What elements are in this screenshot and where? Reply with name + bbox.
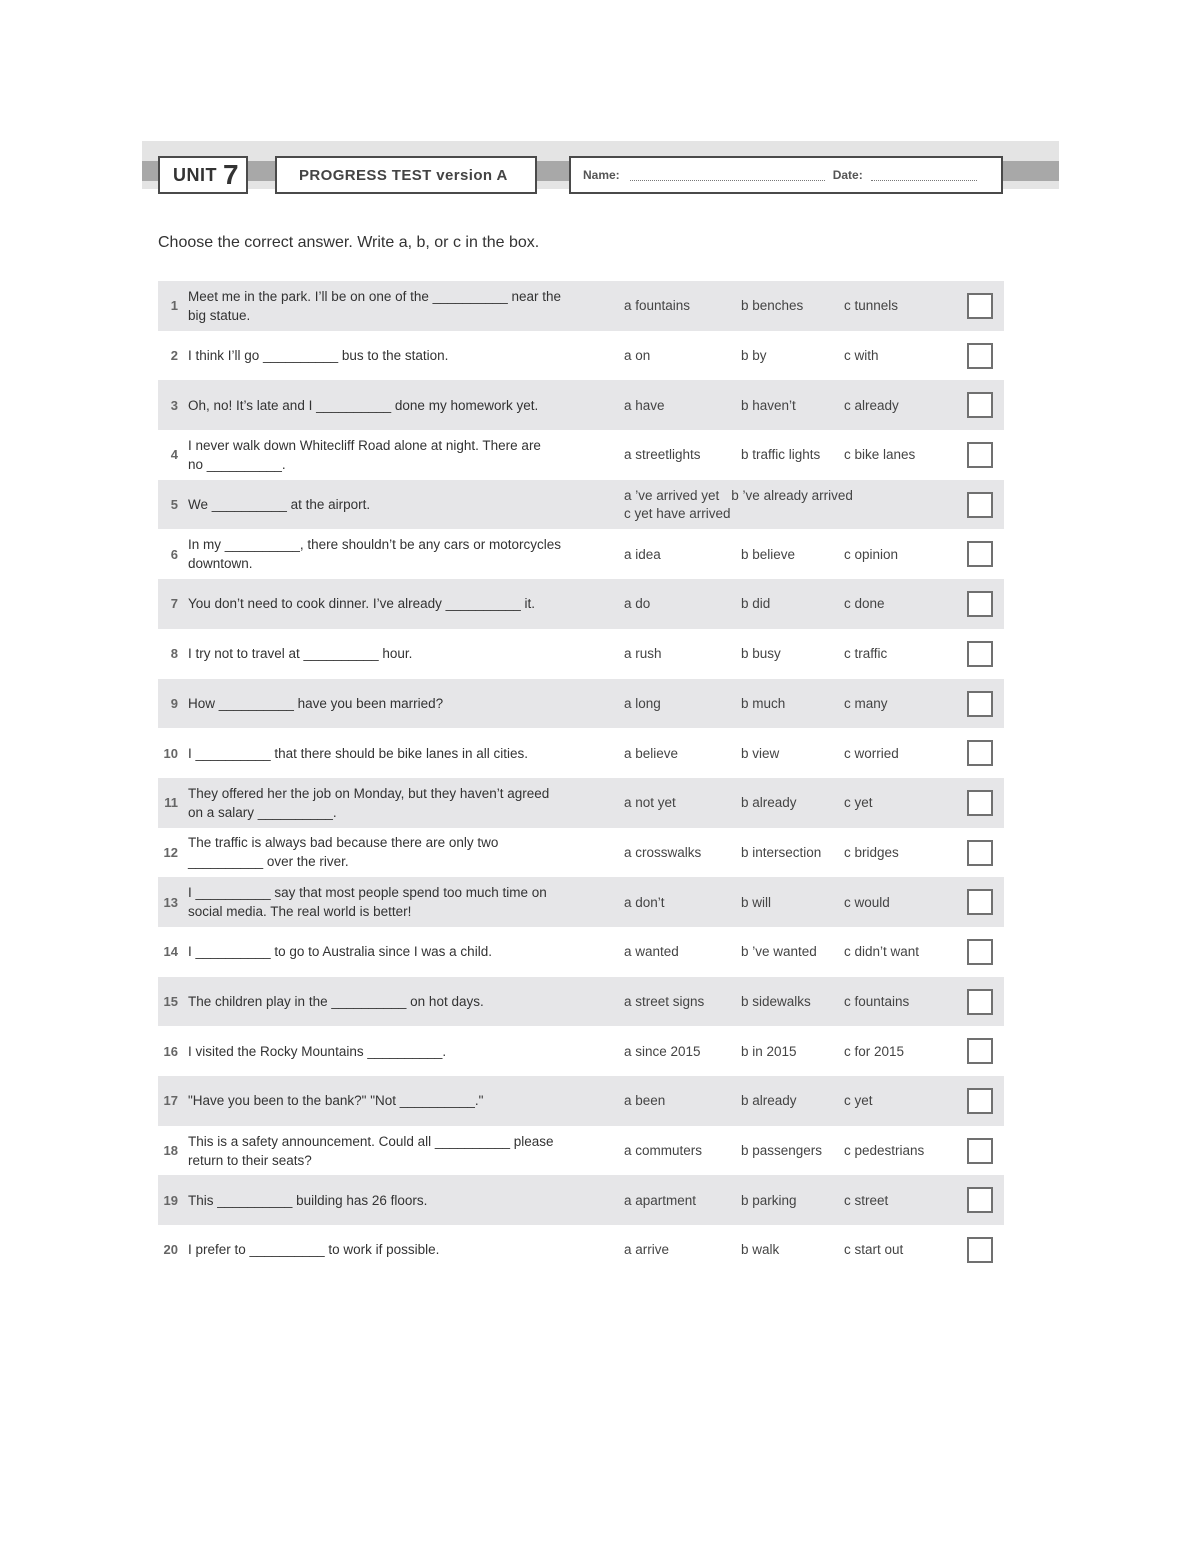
answer-box[interactable]: [967, 492, 993, 518]
question-line-1: I prefer to __________ to work if possible.: [188, 1242, 440, 1258]
question-line-1: They offered her the job on Monday, but they haven’t agreed: [188, 785, 550, 801]
unit-badge: [158, 156, 248, 194]
option-b: b by: [741, 348, 767, 364]
option-c: c tunnels: [844, 298, 899, 314]
option-a: a don’t: [624, 894, 665, 910]
option-c: c for 2015: [844, 1043, 905, 1059]
question-line-2: no __________.: [188, 456, 286, 472]
question-row: [158, 430, 1004, 480]
option-c: c start out: [844, 1242, 904, 1258]
question-line-1: I never walk down Whitecliff Road alone at night. There are: [188, 437, 541, 453]
question-number: 9: [170, 695, 178, 711]
question-row: [158, 828, 1004, 878]
unit-number: 7: [223, 159, 239, 190]
option-a: a on: [624, 348, 651, 364]
question-line-1: Meet me in the park. I’ll be on one of the __________ near the: [188, 288, 562, 304]
option-a: a since 2015: [624, 1043, 701, 1059]
option-a: a long: [624, 695, 661, 711]
option-c: c yet have arrived: [624, 505, 731, 521]
option-a: a arrive: [624, 1242, 670, 1258]
question-line-2: social media. The real world is better!: [188, 904, 412, 920]
answer-box[interactable]: [967, 989, 993, 1015]
question-text: [188, 1175, 608, 1225]
unit-label: UNIT: [173, 164, 217, 185]
question-line-1: In my __________, there shouldn’t be any cars or motorcycles: [188, 537, 561, 553]
question-text: [188, 877, 608, 927]
question-row: [158, 927, 1004, 977]
name-label: Name:: [583, 168, 620, 182]
question-text: [188, 1126, 608, 1176]
option-a: a wanted: [624, 944, 679, 960]
option-b: b ’ve already arrived: [731, 487, 853, 503]
option-b: b benches: [741, 298, 804, 314]
answer-box[interactable]: [967, 1088, 993, 1114]
answer-box[interactable]: [967, 641, 993, 667]
question-text: [188, 281, 608, 331]
option-b: b much: [741, 695, 786, 711]
option-b: b already: [741, 795, 797, 811]
question-line-2: on a salary __________.: [188, 804, 337, 820]
question-row: [158, 529, 1004, 579]
question-line-1: I __________ that there should be bike lanes in all cities.: [188, 745, 528, 761]
question-line-2: __________ over the river.: [188, 854, 349, 870]
option-a: a have: [624, 397, 665, 413]
question-row: [158, 1026, 1004, 1076]
question-number: 18: [163, 1143, 178, 1159]
answer-box[interactable]: [967, 392, 993, 418]
answer-box[interactable]: [967, 889, 993, 915]
option-c: c worried: [844, 745, 899, 761]
question-line-1: "Have you been to the bank?" "Not __________.": [188, 1093, 484, 1109]
option-c: c fountains: [844, 993, 910, 1009]
option-c: c didn’t want: [844, 944, 920, 960]
question-number: 16: [163, 1043, 178, 1059]
option-a: a street signs: [624, 993, 705, 1009]
question-line-1: The children play in the __________ on hot days.: [188, 993, 484, 1009]
question-number: 4: [170, 447, 178, 463]
option-b: b view: [741, 745, 780, 761]
question-line-1: This is a safety announcement. Could all __________ please: [188, 1133, 554, 1149]
question-text: [188, 380, 608, 430]
question-line-2: downtown.: [188, 556, 253, 572]
question-row: [158, 728, 1004, 778]
answer-box[interactable]: [967, 691, 993, 717]
option-c: c street: [844, 1192, 889, 1208]
answer-box[interactable]: [967, 939, 993, 965]
question-row: [158, 579, 1004, 629]
question-line-2: big statue.: [188, 307, 251, 323]
question-number: 20: [163, 1242, 178, 1258]
question-number: 13: [163, 894, 178, 910]
question-number: 1: [170, 298, 178, 314]
option-b: b haven’t: [741, 397, 796, 413]
question-text: [188, 679, 608, 729]
question-text: [188, 778, 608, 828]
date-label: Date:: [832, 168, 863, 182]
test-title-box: [275, 156, 537, 194]
option-b: b already: [741, 1093, 797, 1109]
option-b: b intersection: [741, 844, 822, 860]
question-line-1: How __________ have you been married?: [188, 695, 444, 711]
question-line-1: Oh, no! It’s late and I __________ done my homework yet.: [188, 397, 539, 413]
question-line-1: I try not to travel at __________ hour.: [188, 646, 413, 662]
answer-box[interactable]: [967, 1187, 993, 1213]
question-line-1: We __________ at the airport.: [188, 497, 371, 513]
option-c: c traffic: [844, 646, 888, 662]
question-number: 19: [163, 1192, 178, 1208]
question-row: [158, 1225, 1004, 1275]
option-a: a crosswalks: [624, 844, 702, 860]
option-b: b in 2015: [741, 1043, 797, 1059]
option-c: c many: [844, 695, 888, 711]
instructions: Choose the correct answer. Write a, b, or c in the box.: [158, 234, 540, 251]
option-b: b traffic lights: [741, 447, 821, 463]
question-number: 3: [170, 397, 178, 413]
option-a: a been: [624, 1093, 666, 1109]
question-text: [188, 629, 608, 679]
question-number: 6: [170, 546, 178, 562]
question-number: 2: [170, 348, 178, 364]
option-a: a apartment: [624, 1192, 697, 1208]
option-c: c would: [844, 894, 890, 910]
question-row: [158, 629, 1004, 679]
question-row: [158, 778, 1004, 828]
option-a: a fountains: [624, 298, 691, 314]
question-text: [188, 828, 608, 878]
answer-box[interactable]: [967, 442, 993, 468]
answer-box[interactable]: [967, 790, 993, 816]
question-row: [158, 977, 1004, 1027]
option-a: a do: [624, 596, 651, 612]
question-row: [158, 1126, 1004, 1176]
option-a: a idea: [624, 546, 661, 562]
answer-box[interactable]: [967, 541, 993, 567]
date-field[interactable]: [871, 170, 977, 181]
option-b: b will: [741, 894, 772, 910]
option-c: c yet: [844, 1093, 873, 1109]
option-c: c with: [844, 348, 879, 364]
question-text: [188, 1026, 608, 1076]
question-text: [188, 977, 608, 1027]
option-b: b walk: [741, 1242, 780, 1258]
question-row: [158, 480, 1004, 530]
answer-box[interactable]: [967, 293, 993, 319]
question-line-2: return to their seats?: [188, 1152, 312, 1168]
question-number: 8: [170, 646, 178, 662]
question-line-1: I __________ to go to Australia since I was a child.: [188, 944, 492, 960]
option-c: c already: [844, 397, 899, 413]
question-text: [188, 579, 608, 629]
name-field[interactable]: [630, 170, 825, 181]
option-b: b parking: [741, 1192, 797, 1208]
option-a: a believe: [624, 745, 679, 761]
question-row: [158, 1175, 1004, 1225]
option-a: a commuters: [624, 1143, 703, 1159]
question-line-1: I __________ say that most people spend too much time on: [188, 885, 547, 901]
name-date-box: [569, 156, 1003, 194]
answer-box[interactable]: [967, 840, 993, 866]
question-number: 5: [170, 497, 178, 513]
option-b: b ’ve wanted: [741, 944, 817, 960]
option-c: c done: [844, 596, 885, 612]
answer-box[interactable]: [967, 1138, 993, 1164]
question-line-1: I think I’ll go __________ bus to the station.: [188, 348, 449, 364]
question-line-1: You don’t need to cook dinner. I’ve already __________ it.: [188, 596, 536, 612]
option-c: c bike lanes: [844, 447, 916, 463]
question-number: 14: [163, 944, 178, 960]
question-line-1: The traffic is always bad because there are only two: [188, 835, 499, 851]
option-b: b busy: [741, 646, 781, 662]
option-a: a not yet: [624, 795, 676, 811]
option-b: b believe: [741, 546, 796, 562]
question-text: [188, 1076, 608, 1126]
option-c: c bridges: [844, 844, 899, 860]
option-c: c yet: [844, 795, 873, 811]
question-row: [158, 877, 1004, 927]
option-b: b passengers: [741, 1143, 823, 1159]
question-text: [188, 728, 608, 778]
answer-box[interactable]: [967, 1237, 993, 1263]
question-row: [158, 679, 1004, 729]
question-text: [188, 529, 608, 579]
question-row: [158, 331, 1004, 381]
answer-box[interactable]: [967, 591, 993, 617]
question-number: 7: [170, 596, 178, 612]
option-a: a rush: [624, 646, 662, 662]
test-title: PROGRESS TEST version A: [299, 166, 508, 184]
answer-box[interactable]: [967, 740, 993, 766]
answer-box[interactable]: [967, 1038, 993, 1064]
question-number: 17: [163, 1093, 178, 1109]
question-number: 12: [163, 844, 178, 860]
question-number: 15: [163, 993, 178, 1009]
option-c: c pedestrians: [844, 1143, 925, 1159]
question-row: [158, 281, 1004, 331]
question-line-1: I visited the Rocky Mountains __________.: [188, 1043, 447, 1059]
question-text: [188, 1225, 608, 1275]
question-row: [158, 380, 1004, 430]
option-a: a streetlights: [624, 447, 701, 463]
question-text: [188, 480, 608, 530]
question-number: 11: [164, 795, 178, 811]
question-text: [188, 430, 608, 480]
question-row: [158, 1076, 1004, 1126]
option-c: c opinion: [844, 546, 899, 562]
answer-box[interactable]: [967, 343, 993, 369]
question-text: [188, 927, 608, 977]
question-list: [158, 281, 1004, 1275]
question-line-1: This __________ building has 26 floors.: [188, 1192, 428, 1208]
option-b: b sidewalks: [741, 993, 811, 1009]
question-number: 10: [163, 745, 178, 761]
answer-options: [624, 480, 853, 530]
option-b: b did: [741, 596, 771, 612]
option-a: a ’ve arrived yet: [624, 487, 720, 503]
question-text: [188, 331, 608, 381]
